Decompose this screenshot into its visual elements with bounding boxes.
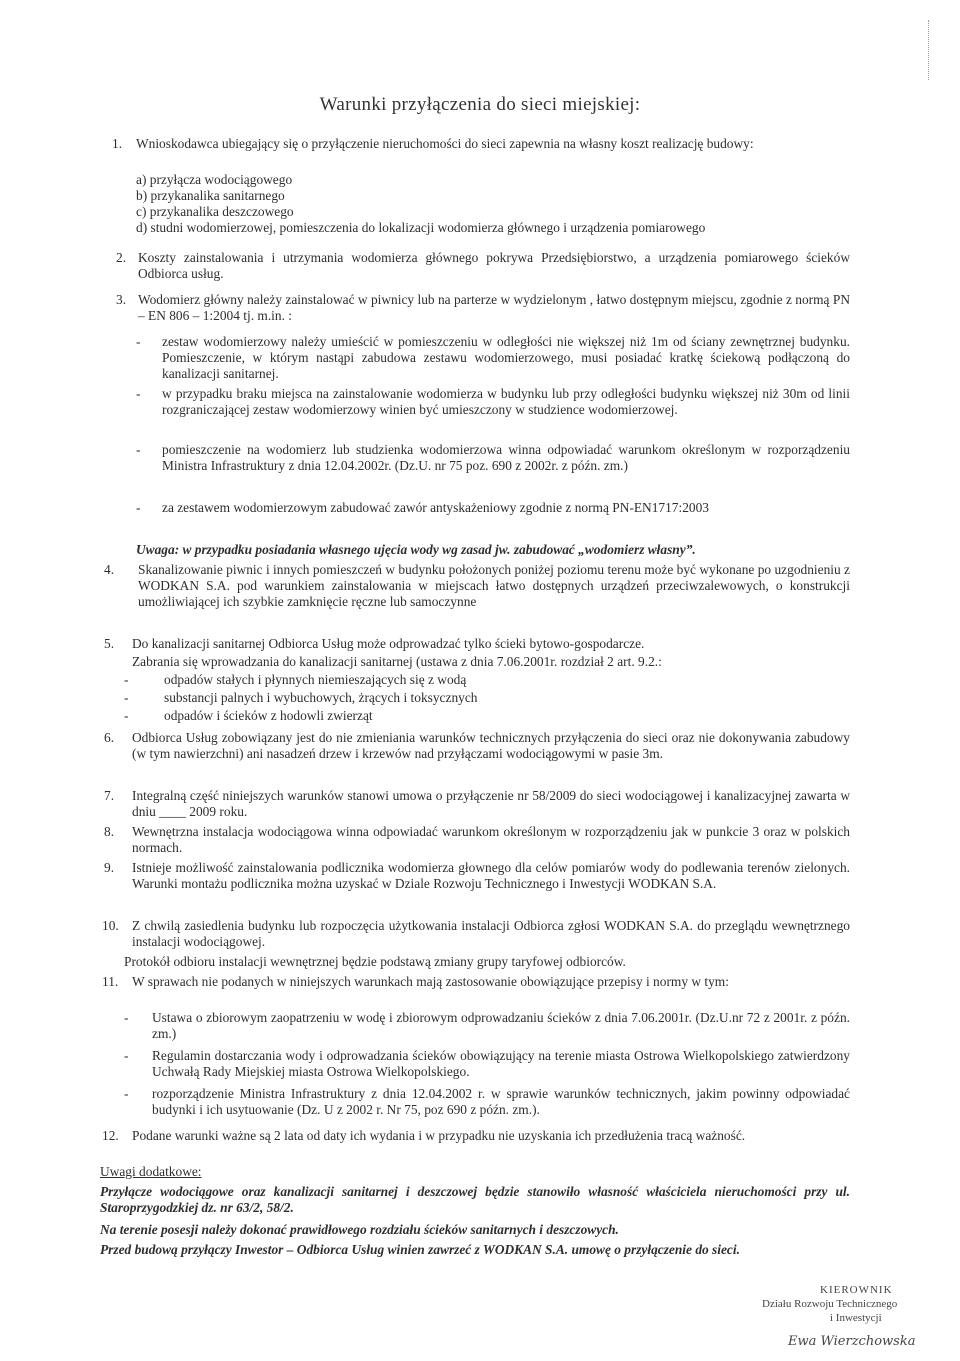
item-number: 12. <box>102 1128 119 1143</box>
item-number: 11. <box>102 974 119 989</box>
item-text: Do kanalizacji sanitarnej Odbiorca Usług może odprowadzać tylko ścieki bytowo-gospodarcze. <box>132 636 645 651</box>
item-text: Integralną część niniejszych warunków stanowi umowa o przyłączenie nr 58/2009 do sieci wodociągowej i kanalizacyjnej zawarta w dniu ____ 2009 roku. <box>132 788 850 819</box>
dash-item: rozporządzenie Ministra Infrastruktury z dnia 12.04.2002 r. w sprawie warunków technicznych, jakim powinny odpowiadać budynki i ich usytuowanie (Dz. U z 2002 r. Nr 75, poz 690 z późn. zm.). <box>152 1086 850 1117</box>
handwritten-signature: Ewa Wierzchowska <box>788 1334 916 1349</box>
item-number: 7. <box>104 788 115 803</box>
dash-item: zestaw wodomierzowy należy umieścić w pomieszczeniu w odległości nie większej niż 1m od ściany zewnętrznej budynku. Pomieszczenie, w którym nastąpi zabudowa zestawu wodomierzowego, musi posiadać kratkę ściekową podłączoną do kanalizacji sanitarnej. <box>162 334 850 381</box>
item-number: 5. <box>104 636 115 651</box>
dash-item: odpadów i ścieków z hodowli zwierząt <box>164 708 373 723</box>
dash-item: pomieszczenie na wodomierz lub studzienka wodomierzowa winna odpowiadać warunkom określonym w rozporządzeniu Ministra Infrastruktury z dnia 12.04.2002r. (Dz.U. nr 75 poz. 690 z 2002r. z późn. zm.) <box>162 442 850 473</box>
item-text: W sprawach nie podanych w niniejszych warunkach mają zastosowanie obowiązujące przepisy i normy w tym: <box>132 974 729 989</box>
item-extra: Protokół odbioru instalacji wewnętrznej będzie podstawą zmiany grupy taryfowej odbiorców. <box>124 954 626 969</box>
item-text: Istnieje możliwość zainstalowania podlicznika wodomierza głownego dla celów pomiarów wody do podlewania terenów zielonych. Warunki montażu podlicznika można uzyskać w Dziale Rozwoju Technicznego i Inwestycji WODKAN S.A. <box>132 860 850 891</box>
item-text: Wewnętrzna instalacja wodociągowa winna odpowiadać warunkom określonym w rozporządzeniu jak w punkcie 3 oraz w polskich normach. <box>132 824 850 855</box>
dash-item: substancji palnych i wybuchowych, żrących i toksycznych <box>164 690 478 705</box>
stamp-department-line: i Inwestycji <box>830 1312 882 1324</box>
sublist-item: a) przyłącza wodociągowego <box>136 172 293 187</box>
sublist-item: d) studni wodomierzowej, pomieszczenia do lokalizacji wodomierza głównego i urządzenia pomiarowego <box>136 220 706 235</box>
item-sublist <box>136 172 850 236</box>
item-text: Odbiorca Usług zobowiązany jest do nie zmieniania warunków technicznych przyłączenia do sieci oraz nie dokonywania zabudowy (w tym nawierzchni) ani nasadzeń drzew i krzewów nad przyłączami wodociągowymi w pasie 3m. <box>132 730 850 761</box>
dash-item: Regulamin dostarczania wody i odprowadzania ścieków obowiązujący na terenie miasta Ostrowa Wielkopolskiego zatwierdzony Uchwałą Rady Miejskiej miasta Ostrowa Wielkopolskiego. <box>152 1048 850 1079</box>
item-number: 10. <box>102 918 119 933</box>
stamp-title: KIEROWNIK <box>820 1284 893 1296</box>
signature-stamp <box>758 1284 948 1358</box>
remark: Na terenie posesji należy dokonać prawidłowego rozdziału ścieków sanitarnych i deszczowych. <box>100 1222 619 1237</box>
item-number: 4. <box>104 562 115 577</box>
item-text: Wnioskodawca ubiegający się o przyłączenie nieruchomości do sieci zapewnia na własny koszt realizację budowy: <box>136 136 754 151</box>
item-text: Koszty zainstalowania i utrzymania wodomierza głównego pokrywa Przedsiębiorstwo, a urządzenia pomiarowego ścieków Odbiorca usług. <box>138 250 850 281</box>
item-number: 2. <box>116 250 127 265</box>
item-number: 3. <box>116 292 127 307</box>
margin-mark <box>928 20 949 80</box>
item-number: 8. <box>104 824 115 839</box>
item-text: Z chwilą zasiedlenia budynku lub rozpoczęcia użytkowania instalacji Odbiorca zgłosi WODKAN S.A. do przeglądu wewnętrznego instalacji wodociągowej. <box>132 918 850 949</box>
remark: Przyłącze wodociągowe oraz kanalizacji sanitarnej i deszczowej będzie stanowiło własność właściciela nieruchomości przy ul. Staroprzygodzkiej dz. nr 63/2, 58/2. <box>100 1184 850 1215</box>
item-note: Uwaga: w przypadku posiadania własnego ujęcia wody wg zasad jw. zabudować „wodomierz własny”. <box>136 542 696 557</box>
item-text: Wodomierz główny należy zainstalować w piwnicy lub na parterze w wydzielonym , łatwo dostępnym miejscu, zgodnie z normą PN – EN 806 – 1:2004 tj. m.in. : <box>138 292 850 323</box>
sublist-item: c) przykanalika deszczowego <box>136 204 294 219</box>
sublist-item: b) przykanalika sanitarnego <box>136 188 285 203</box>
item-number: 9. <box>104 860 115 875</box>
dash-item: Ustawa o zbiorowym zaopatrzeniu w wodę i zbiorowym odprowadzaniu ścieków z dnia 7.06.2001r. (Dz.U.nr 72 z 2001r. z późn. zm.) <box>152 1010 850 1041</box>
item-number: 6. <box>104 730 115 745</box>
item-number: 1. <box>112 136 123 151</box>
document-title: Warunki przyłączenia do sieci miejskiej: <box>319 94 641 115</box>
item-text: Podane warunki ważne są 2 lata od daty ich wydania i w przypadku nie uzyskania ich przedłużenia tracą ważność. <box>132 1128 746 1143</box>
remark: Przed budową przyłączy Inwestor – Odbiorca Usług winien zawrzeć z WODKAN S.A. umowę o przyłączenie do sieci. <box>100 1242 740 1257</box>
dash-item: odpadów stałych i płynnych niemieszających się z wodą <box>164 672 467 687</box>
stamp-department: Działu Rozwoju Technicznego <box>762 1298 898 1310</box>
item-text: Skanalizowanie piwnic i innych pomieszczeń w budynku położonych poniżej poziomu terenu może być wykonane po uzgodnieniu z WODKAN S.A. pod warunkiem zainstalowania w miejscach łatwo dostępnych urządzeń przeciwzalewowych, o konstrukcji umożliwiającej ich szybkie zamknięcie ręczne lub samoczynne <box>138 562 850 609</box>
dash-item: za zestawem wodomierzowym zabudować zawór antyskażeniowy zgodnie z normą PN-EN1717:2003 <box>162 500 709 515</box>
document-page: Warunki przyłączenia do sieci miejskiej: 1. Wnioskodawca ubiegający się o przyłączenie nieruchomości do sieci zapewnia na własny koszt realizację budowy: a) przyłącza wodociągowego b) przykanalika sanitarnego c) przykanalika deszczowego d) studni wodomierzowej, pomieszczenia do lokalizacji wodomierza głównego i urządzenia pomiarowego 2. Koszty zainstalowania i utrzymania wodomierza głównego pokrywa Przedsiębiorstwo, a urządzenia pomiarowego ścieków Odbiorca usług. 3. Wodomierz główny należy zainstalować w piwnicy lub na parterze w wydzielonym , łatwo dostępnym miejscu, zgodnie z normą PN – EN 806 – 1:2004 tj. m.in. : - zestaw wodomierzowy należy umieścić w pomieszczeniu w odległości nie większej niż 1m od ściany zewnętrznej budynku. Pomieszczenie, w którym nastąpi zabudowa zestawu wodomierzowego, musi posiadać kratkę ściekową podłączoną do kanalizacji sanitarnej. - w przypadku braku miejsca na zainstalowanie wodomierza w budynku lub przy odległości budynku większej niż 30m od linii rozgraniczającej zestaw wodomierzowy winien być umieszczony w studzience wodomierzowej. - pomieszczenie na wodomierz lub studzienka wodomierzowa winna odpowiadać warunkom określonym w rozporządzeniu Ministra Infrastruktury z dnia 12.04.2002r. (Dz.U. nr 75 poz. 690 z 2002r. z późn. zm.) - za zestawem wodomierzowym zabudować zawór antyskażeniowy zgodnie z normą PN-EN1717:2003 Uwaga: w przypadku posiadania własnego ujęcia wody wg zasad jw. zabudować „wodomierz własny”. 4. Skanalizowanie piwnic i innych pomieszczeń w budynku położonych poniżej poziomu terenu może być wykonane po uzgodnieniu z WODKAN S.A. pod warunkiem zainstalowania w miejscach łatwo dostępnych urządzeń przeciwzalewowych, o konstrukcji umożliwiającej ich szybkie zamknięcie ręczne lub samoczynne 5. Do kanalizacji sanitarnej Odbiorca Usług może odprowadzać tylko ścieki bytowo-gospodarcze. Zabrania się wprowadzania do kanalizacji sanitarnej (ustawa z dnia 7.06.2001r. rozdział 2 art. 9.2.: - odpadów stałych i płynnych niemieszających się z wodą - substancji palnych i wybuchowych, żrących i toksycznych - odpadów i ścieków z hodowli zwierząt 6. Odbiorca Usług zobowiązany jest do nie zmieniania warunków technicznych przyłączenia do sieci oraz nie dokonywania zabudowy (w tym nawierzchni) ani nasadzeń drzew i krzewów nad przyłączami wodociągowymi w pasie 3m. 7. Integralną część niniejszych warunków stanowi umowa o przyłączenie nr 58/2009 do sieci wodociągowej i kanalizacyjnej zawarta w dniu ____ 2009 roku. 8. Wewnętrzna instalacja wodociągowa winna odpowiadać warunkom określonym w rozporządzeniu jak w punkcie 3 oraz w polskich normach. 9. Istnieje możliwość zainstalowania podlicznika wodomierza głownego dla celów pomiarów wody do podlewania terenów zielonych. Warunki montażu podlicznika można uzyskać w Dziale Rozwoju Technicznego i Inwestycji WODKAN S.A. 10. Z chwilą zasiedlenia budynku lub rozpoczęcia użytkowania instalacji Odbiorca zgłosi WODKAN S.A. do przeglądu wewnętrznego instalacji wodociągowej. Protokół odbioru instalacji wewnętrznej będzie podstawą zmiany grupy taryfowej odbiorców. 11. W sprawach nie podanych w niniejszych warunkach mają zastosowanie obowiązujące przepisy i normy w tym: - Ustawa o zbiorowym zaopatrzeniu w wodę i zbiorowym odprowadzaniu ścieków z dnia 7.06.2001r. (Dz.U.nr 72 z 2001r. z późn. zm.) - Regulamin dostarczania wody i odprowadzania ścieków obowiązujący na terenie miasta Ostrowa Wielkopolskiego zatwierdzony Uchwałą Rady Miejskiej miasta Ostrowa Wielkopolskiego. - rozporządzenie Ministra Infrastruktury z dnia 12.04.2002 r. w sprawie warunków technicznych, jakim powinny odpowiadać budynki i ich usytuowanie (Dz. U z 2002 r. Nr 75, poz 690 z późn. zm.). 12. Podane warunki ważne są 2 lata od daty ich wydania i w przypadku nie uzyskania ich przedłużenia tracą ważność. Uwagi dodatkowe: Przyłącze wodociągowe oraz kanalizacji sanitarnej i deszczowej będzie stanowiło własność właściciela nieruchomości przy ul. Staroprzygodzkiej dz. nr 63/2, 58/2. Na terenie posesji należy dokonać prawidłowego rozdziału ścieków sanitarnych i deszczowych. Przed budową przyłączy Inwestor – Odbiorca Usług winien zawrzeć z WODKAN S.A. umowę o przyłączenie do sieci. KIEROWNIK Działu Rozwoju Technicznego i Inwestycji Ewa Wierzchowska <box>0 0 960 1361</box>
remarks-heading: Uwagi dodatkowe: <box>100 1164 202 1179</box>
item-extra: Zabrania się wprowadzania do kanalizacji sanitarnej (ustawa z dnia 7.06.2001r. rozdział 2 art. 9.2.: <box>132 654 662 669</box>
dash-item: w przypadku braku miejsca na zainstalowanie wodomierza w budynku lub przy odległości budynku większej niż 30m od linii rozgraniczającej zestaw wodomierzowy winien być umieszczony w studzience wodomierzowej. <box>162 386 850 417</box>
